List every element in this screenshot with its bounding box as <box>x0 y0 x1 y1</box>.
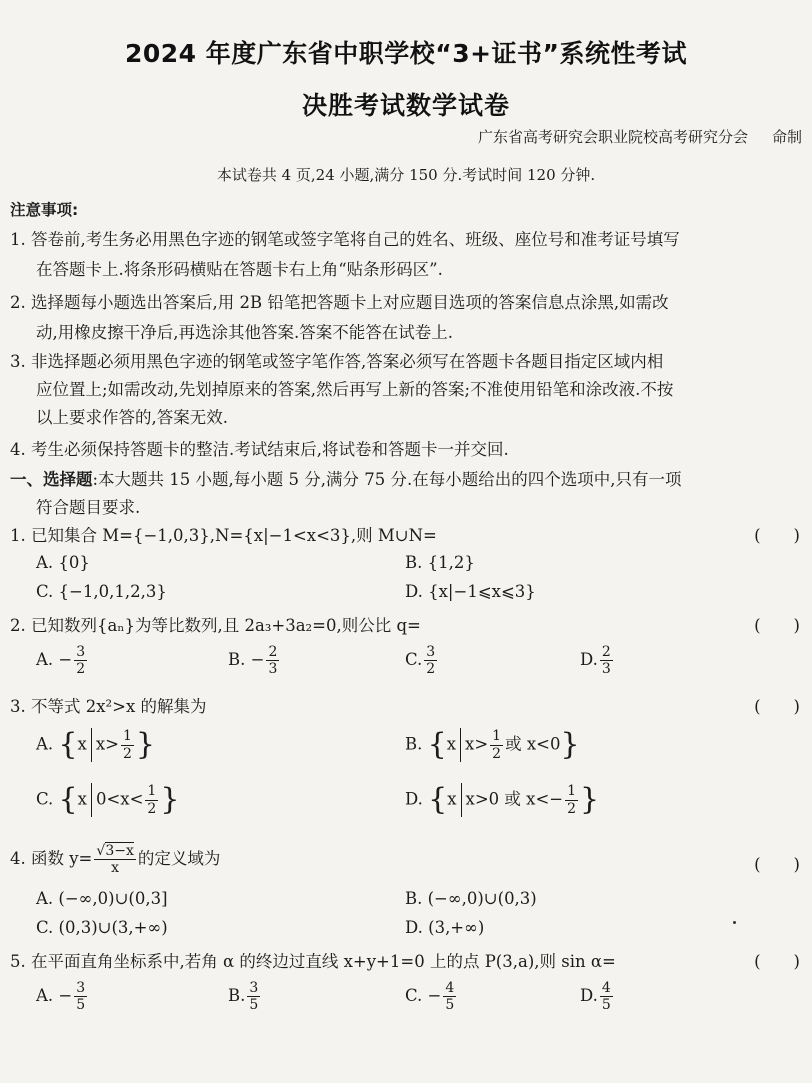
answer-paren-1: ( ) <box>754 526 800 545</box>
q5-d-den: 5 <box>601 997 611 1014</box>
q3-a-var: x <box>77 734 87 754</box>
q3-c-cond: 0<x< <box>95 789 144 809</box>
q2-b-fraction <box>266 644 279 677</box>
q4-fraction <box>94 843 135 876</box>
note-3b: 应位置上;如需改动,先划掉原来的答案,然后再写上新的答案;不准使用铅笔和涂改液.不按 <box>36 380 674 399</box>
q4-option-c: C. (0,3)∪(3,+∞) <box>36 918 168 937</box>
section-1-desc-b: 符合题目要求. <box>36 498 141 517</box>
question-2-stem: 2. 已知数列{aₙ}为等比数列,且 2a₃+3a₂=0,则公比 q= <box>10 616 421 635</box>
q1-option-c: C. {−1,0,1,2,3} <box>36 582 167 601</box>
q2-c-fraction <box>424 644 437 677</box>
q5-option-d <box>580 980 615 1013</box>
q2-option-a <box>36 644 89 677</box>
q5-d-num: 4 <box>601 980 611 996</box>
q3-d-var: x <box>447 789 457 809</box>
issuer-name: 广东省高考研究会职业院校高考研究分会 <box>477 128 748 146</box>
q1-option-a: A. {0} <box>36 553 90 572</box>
q3-b-cond: x> <box>465 734 489 754</box>
q5-option-b <box>228 980 262 1013</box>
q2-a-num: 3 <box>76 644 86 660</box>
answer-paren-5: ( ) <box>754 952 800 971</box>
q3-b-label: B. <box>405 734 423 754</box>
q1-option-d: D. {x|−1⩽x⩽3} <box>405 582 536 601</box>
q3-b-den: 2 <box>492 745 502 762</box>
q3-c-num: 1 <box>147 783 157 800</box>
q3-a-fraction <box>121 728 134 761</box>
q4-option-a: A. (−∞,0)∪(0,3] <box>36 889 168 908</box>
q4-denominator: x <box>111 860 120 877</box>
q2-b-label: B. − <box>228 650 265 670</box>
q3-option-b: B. {x x> $\frac{1}{2}$ 或 x<0} <box>405 727 580 762</box>
q5-c-num: 4 <box>445 980 455 996</box>
q5-c-fraction <box>443 980 456 1013</box>
q4-stem-pre: 4. 函数 y= <box>10 849 93 869</box>
q3-b-fraction <box>490 728 503 761</box>
q5-d-fraction <box>600 980 613 1013</box>
answer-paren-4: ( ) <box>754 855 800 874</box>
question-5-stem: 5. 在平面直角坐标系中,若角 α 的终边过直线 x+y+1=0 上的点 P(3,a),则 sin α= <box>10 952 616 971</box>
q3-a-den: 2 <box>122 745 132 762</box>
notes-heading: 注意事项: <box>10 201 79 219</box>
q4-radicand: 3−x <box>105 843 134 859</box>
q5-b-fraction <box>247 980 260 1013</box>
q2-c-den: 2 <box>426 661 436 678</box>
q4-option-d: D. (3,+∞) <box>405 918 485 937</box>
q5-option-a <box>36 980 89 1013</box>
q3-option-d: D. {x x>0 或 x<− $\frac{1}{2}$ } <box>405 782 600 817</box>
note-3c: 以上要求作答的,答案无效. <box>36 408 228 427</box>
q3-d-cond: x>0 或 x<− <box>465 789 564 809</box>
q3-c-den: 2 <box>147 800 157 817</box>
note-3a: 3. 非选择题必须用黑色字迹的钢笔或签字笔作答,答案必须写在答题卡各题目指定区域内相 <box>10 352 664 371</box>
q3-d-den: 2 <box>567 800 577 817</box>
q5-a-fraction <box>74 980 87 1013</box>
q3-b-num: 1 <box>492 728 502 745</box>
q2-a-fraction <box>74 644 87 677</box>
q3-a-label: A. <box>36 734 54 754</box>
q2-b-num: 2 <box>268 644 278 660</box>
q4-numerator: √3−x <box>96 843 134 859</box>
answer-paren-3: ( ) <box>754 697 800 716</box>
q2-d-label: D. <box>580 650 598 670</box>
q3-d-fraction <box>565 783 578 816</box>
q5-d-label: D. <box>580 986 598 1006</box>
q5-c-label: C. − <box>405 986 442 1006</box>
section-1-title: 一、选择题 <box>10 470 93 489</box>
q5-a-den: 5 <box>76 997 86 1014</box>
q5-b-den: 5 <box>249 997 259 1014</box>
exam-subtitle: 决胜考试数学试卷 <box>301 91 510 120</box>
section-1-desc: :本大题共 15 小题,每小题 5 分,满分 75 分.在每小题给出的四个选项中,只有一项 <box>92 470 682 489</box>
exam-title: 2024 年度广东省中职学校“3+证书”系统性考试 <box>125 39 687 68</box>
q5-b-num: 3 <box>249 980 259 996</box>
q3-c-label: C. <box>36 789 54 809</box>
issuer-suffix: 命制 <box>771 128 802 146</box>
q3-d-num: 1 <box>567 783 577 800</box>
q5-a-label: A. − <box>36 986 73 1006</box>
note-2a: 2. 选择题每小题选出答案后,用 2B 铅笔把答题卡上对应题目选项的答案信息点涂黑,如需改 <box>10 293 669 312</box>
question-1-stem: 1. 已知集合 M={−1,0,3},N={x|−1<x<3},则 M∪N= <box>10 526 437 545</box>
note-1b: 在答题卡上.将条形码横贴在答题卡右上角“贴条形码区”. <box>36 260 443 279</box>
q3-option-c: C. {x 0<x< $\frac{1}{2}$ } <box>36 782 180 817</box>
exam-info: 本试卷共 4 页,24 小题,满分 150 分.考试时间 120 分钟. <box>216 166 596 184</box>
q2-d-num: 2 <box>601 644 611 660</box>
q3-b-tail: 或 x<0 <box>505 734 561 754</box>
answer-paren-2: ( ) <box>754 616 800 635</box>
q3-option-a: A. {x x> $\frac{1}{2}$ } <box>36 727 155 762</box>
q2-d-den: 3 <box>601 661 611 678</box>
q2-d-fraction <box>600 644 613 677</box>
section-1-heading <box>10 466 682 490</box>
q1-option-b: B. {1,2} <box>405 553 475 572</box>
question-3-stem: 3. 不等式 2x²>x 的解集为 <box>10 697 207 716</box>
q2-a-label: A. − <box>36 650 73 670</box>
q3-a-num: 1 <box>122 728 132 745</box>
speck <box>733 921 736 924</box>
q5-option-c <box>405 980 458 1013</box>
q3-b-var: x <box>446 734 457 754</box>
q5-c-den: 5 <box>445 997 455 1014</box>
q4-stem-post: 的定义域为 <box>137 849 221 869</box>
q2-a-den: 2 <box>76 661 86 678</box>
q5-b-label: B. <box>228 986 246 1006</box>
q3-c-var: x <box>77 789 87 809</box>
q5-a-num: 3 <box>76 980 86 996</box>
note-1a: 1. 答卷前,考生务必用黑色字迹的钢笔或签字笔将自己的姓名、班级、座位号和准考证号填写 <box>10 230 680 249</box>
question-4-stem <box>10 843 220 876</box>
q4-option-b: B. (−∞,0)∪(0,3) <box>405 889 537 908</box>
q2-c-label: C. <box>405 650 423 670</box>
note-4: 4. 考生必须保持答题卡的整洁.考试结束后,将试卷和答题卡一并交回. <box>10 440 509 459</box>
q2-option-c <box>405 644 439 677</box>
note-2b: 动,用橡皮擦干净后,再选涂其他答案.答案不能答在试卷上. <box>36 323 453 342</box>
q2-option-b <box>228 644 281 677</box>
q3-a-cond: x> <box>95 734 119 754</box>
issuer-line <box>478 126 802 147</box>
q2-c-num: 3 <box>426 644 436 660</box>
q2-b-den: 3 <box>268 661 278 678</box>
q3-c-fraction <box>145 783 158 816</box>
q2-option-d <box>580 644 615 677</box>
q3-d-label: D. <box>405 789 423 809</box>
